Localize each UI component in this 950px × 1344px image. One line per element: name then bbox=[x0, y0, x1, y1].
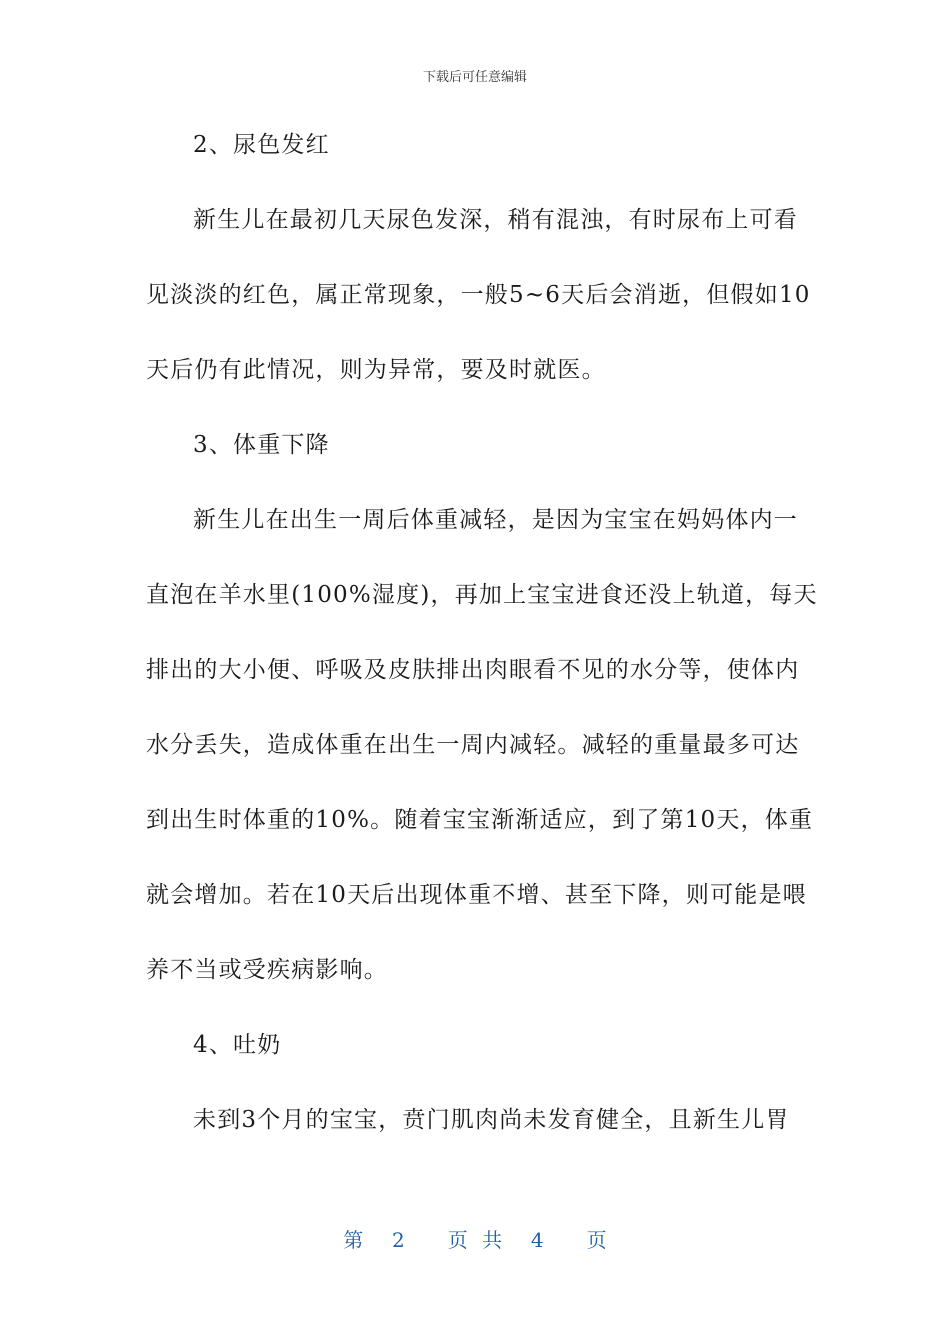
section-heading-urine-color: 2、尿色发红 bbox=[193, 132, 330, 158]
paragraph-line: 到出生时体重的10%。随着宝宝渐渐适应，到了第10天，体重 bbox=[146, 807, 814, 833]
paragraph-line: 水分丢失，造成体重在出生一周内减轻。减轻的重量最多可达 bbox=[146, 732, 800, 758]
page-footer-page-number: 第 2 页 共 4 页 bbox=[343, 1228, 607, 1252]
section-heading-spit-up: 4、吐奶 bbox=[193, 1032, 282, 1058]
paragraph-line: 天后仍有此情况，则为异常，要及时就医。 bbox=[146, 357, 606, 383]
paragraph-line: 新生儿在最初几天尿色发深，稍有混浊，有时尿布上可看 bbox=[193, 207, 798, 233]
paragraph-line: 直泡在羊水里(100%湿度)，再加上宝宝进食还没上轨道，每天 bbox=[146, 582, 818, 608]
paragraph-line: 排出的大小便、呼吸及皮肤排出肉眼看不见的水分等，使体内 bbox=[146, 657, 800, 683]
paragraph-line: 未到3个月的宝宝，贲门肌肉尚未发育健全，且新生儿胃 bbox=[193, 1107, 790, 1133]
paragraph-line: 见淡淡的红色，属正常现象，一般5~6天后会消逝，但假如10 bbox=[146, 282, 811, 308]
section-heading-weight-loss: 3、体重下降 bbox=[193, 432, 330, 458]
document-body bbox=[146, 120, 818, 1170]
page-header: 下载后可任意编辑 bbox=[422, 70, 527, 85]
paragraph-line: 新生儿在出生一周后体重减轻，是因为宝宝在妈妈体内一 bbox=[193, 507, 798, 533]
paragraph-line: 养不当或受疾病影响。 bbox=[146, 957, 388, 983]
paragraph-line: 就会增加。若在10天后出现体重不增、甚至下降，则可能是喂 bbox=[146, 882, 807, 908]
